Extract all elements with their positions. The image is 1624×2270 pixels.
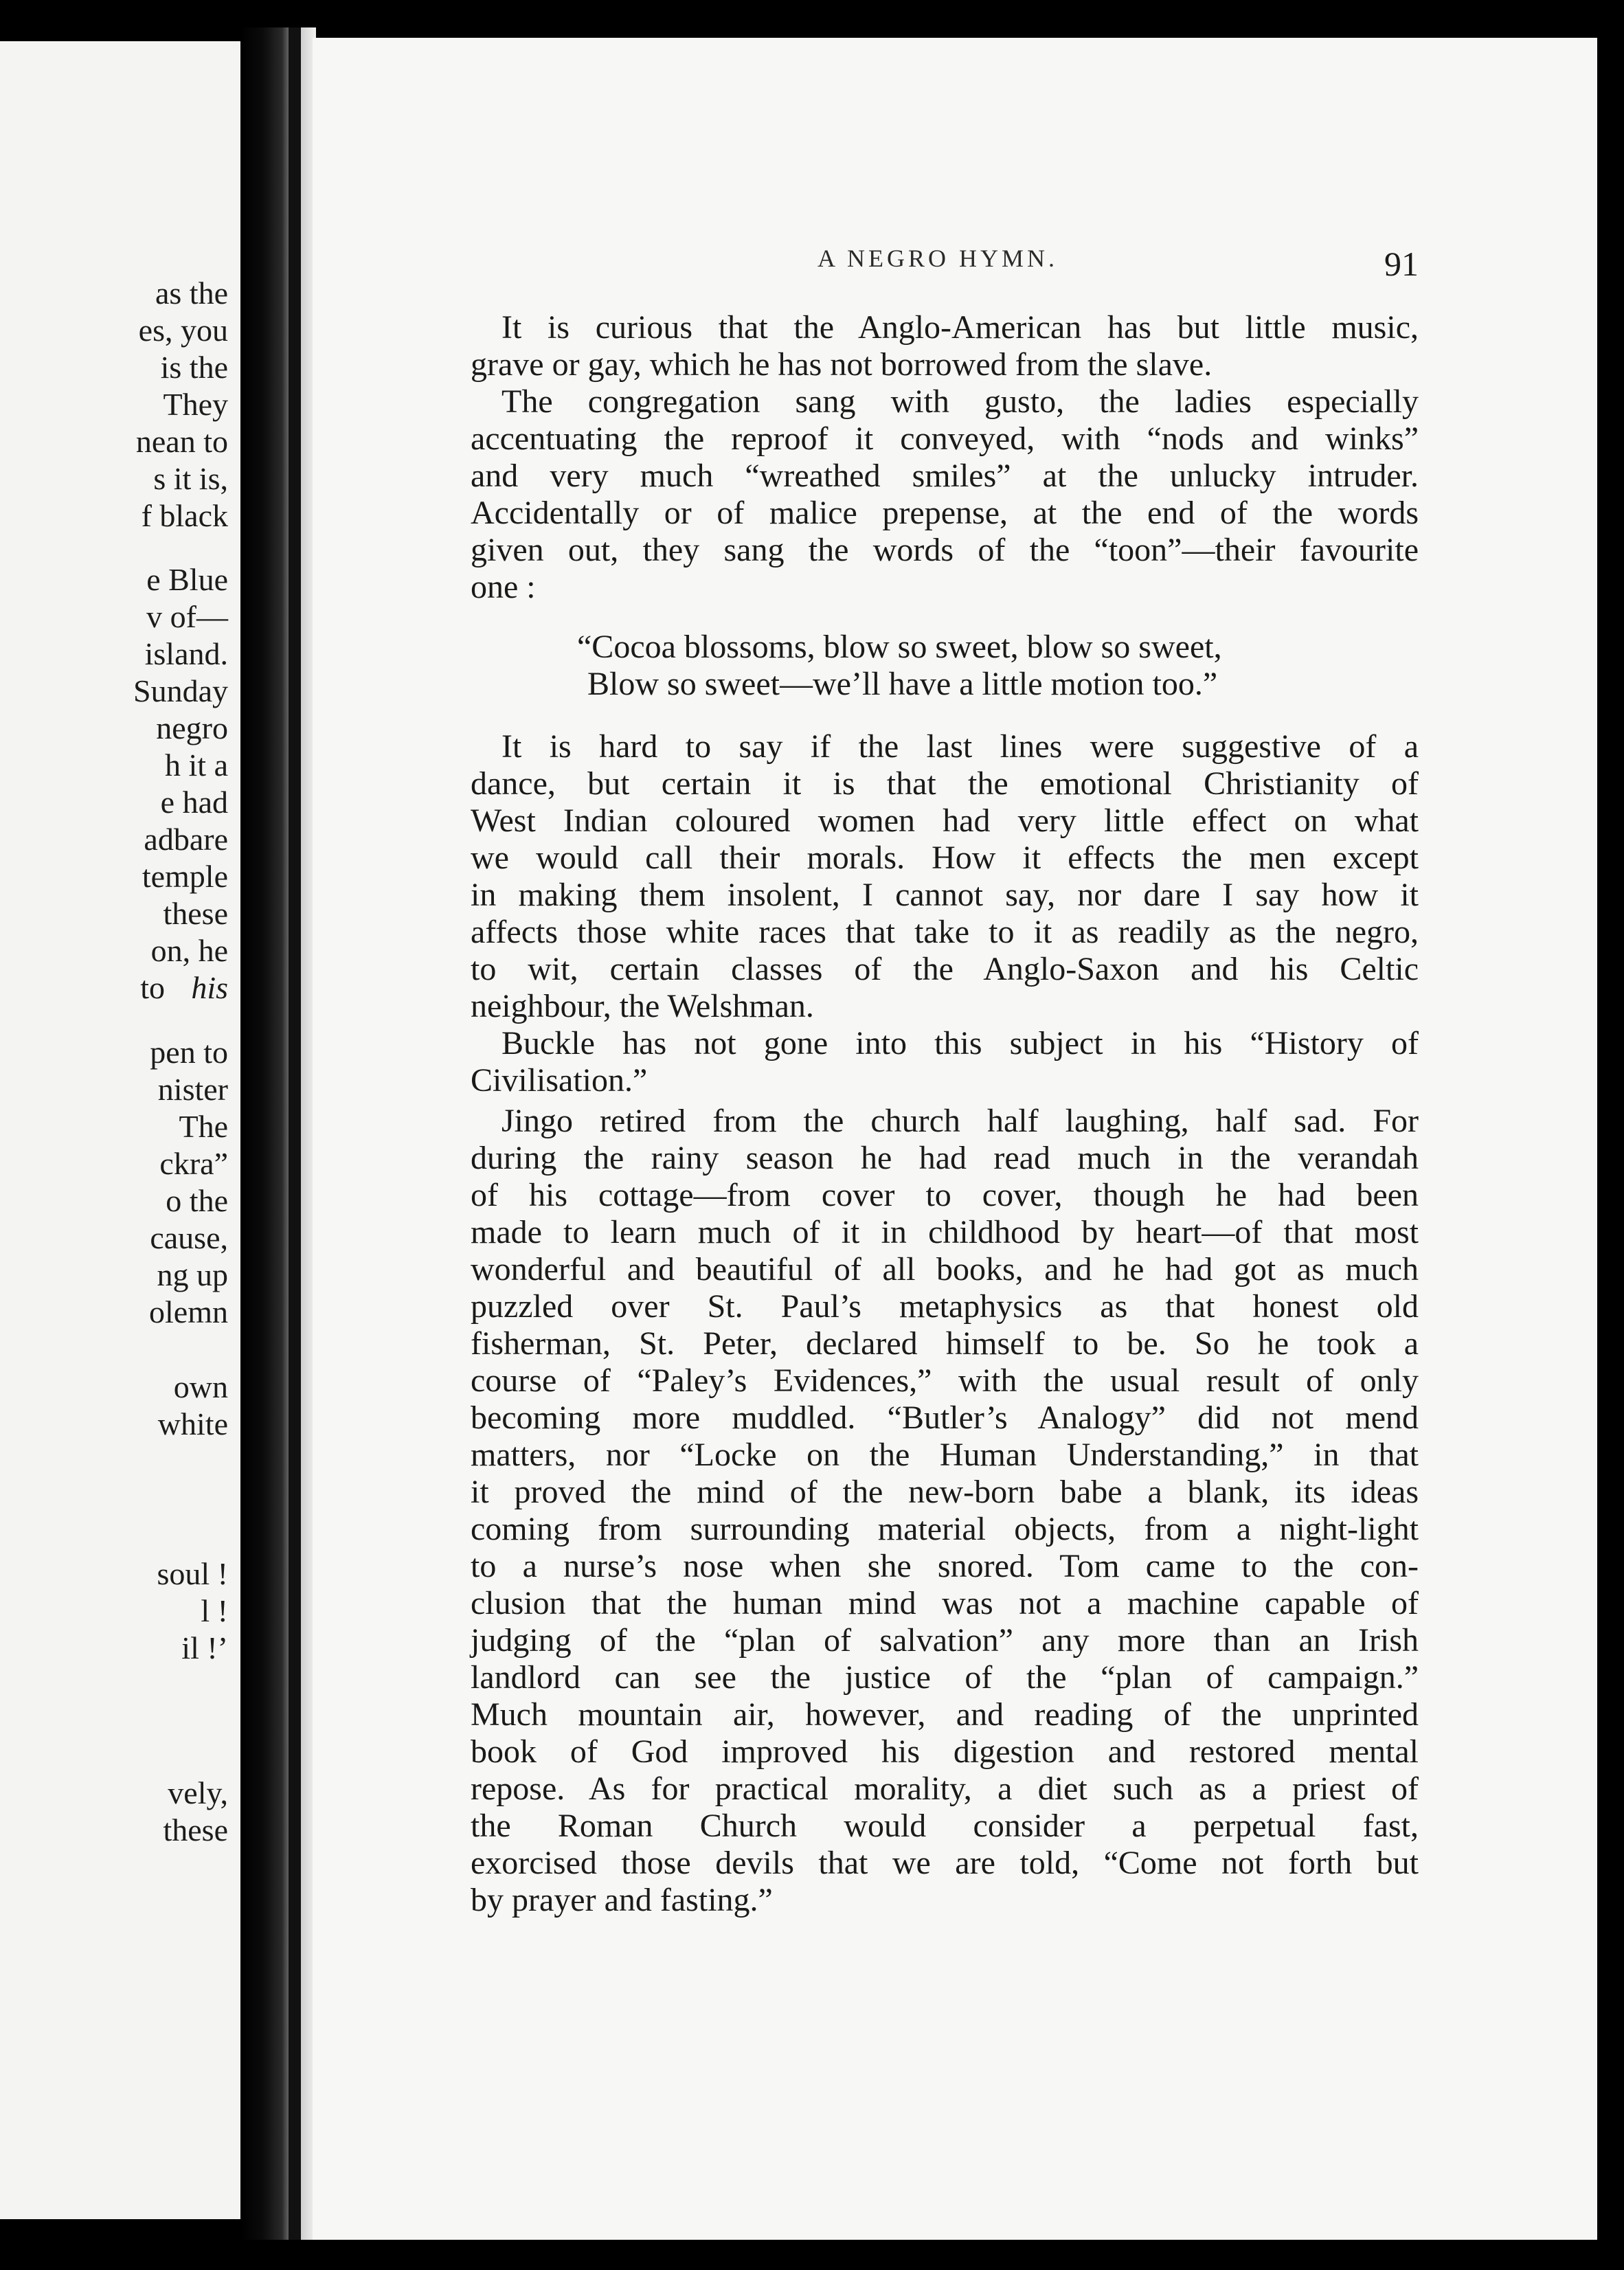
text-line: Civilisation.”: [471, 1062, 648, 1099]
text-line: West Indian coloured women had very little effect on what: [471, 802, 1419, 839]
left-line: es, you: [138, 313, 228, 348]
left-line: soul !: [157, 1556, 228, 1591]
left-line: to: [140, 970, 165, 1005]
left-line: nean to: [135, 424, 228, 459]
text-line: puzzled over St. Paul’s metaphysics as that honest old: [471, 1288, 1419, 1325]
left-line: They: [163, 387, 228, 422]
left-line: vely,: [168, 1775, 228, 1810]
text-line: to wit, certain classes of the Anglo-Saxon and his Celtic: [471, 951, 1419, 987]
text-line: and very much “wreathed smiles” at the unlucky intruder.: [471, 458, 1419, 494]
text-line: accentuating the reproof it conveyed, with “nods and winks”: [471, 420, 1419, 457]
left-line: o the: [166, 1183, 228, 1218]
verse-line: “Cocoa blossoms, blow so sweet, blow so sweet,: [577, 629, 1222, 665]
text-line: Jingo retired from the church half laughing, half sad. For: [501, 1103, 1419, 1139]
left-line: adbare: [144, 822, 228, 857]
left-line: nister: [157, 1072, 228, 1107]
text-line: given out, they sang the words of the “toon”—their favourite: [471, 532, 1419, 568]
text-line: exorcised those devils that we are told, “Come not forth but: [471, 1845, 1419, 1881]
left-line: these: [163, 896, 228, 931]
text-line: course of “Paley’s Evidences,” with the usual result of only: [471, 1362, 1419, 1399]
text-line: neighbour, the Welshman.: [471, 988, 814, 1024]
text-line: Buckle has not gone into this subject in his “History of: [501, 1025, 1419, 1061]
text-line: wonderful and beautiful of all books, and he had got as much: [471, 1251, 1419, 1288]
left-line: these: [163, 1812, 228, 1847]
text-line: grave or gay, which he has not borrowed from the slave.: [471, 346, 1213, 383]
left-line: negro: [156, 710, 228, 745]
left-line: olemn: [149, 1294, 228, 1329]
gutter-shadow: [289, 27, 301, 2240]
text-line: judging of the “plan of salvation” any more than an Irish: [471, 1622, 1419, 1659]
left-page: [0, 41, 240, 2219]
left-line: v of—: [146, 599, 228, 634]
text-line: fisherman, St. Peter, declared himself to be. So he took a: [471, 1325, 1419, 1362]
left-line: island.: [144, 636, 228, 671]
text-line: in making them insolent, I cannot say, nor dare I say how it: [471, 877, 1419, 913]
right-page: [313, 38, 1597, 2240]
left-line: s it is,: [153, 461, 228, 496]
left-line: ckra”: [159, 1146, 228, 1181]
left-line: l !: [201, 1593, 228, 1628]
text-line: affects those white races that take to it as readily as the negro,: [471, 914, 1419, 950]
left-line: pen to: [150, 1035, 228, 1070]
left-line: own: [173, 1369, 228, 1404]
left-line: cause,: [150, 1220, 228, 1255]
book-gutter: [240, 27, 316, 2240]
page-number: 91: [1384, 245, 1419, 283]
running-head: A NEGRO HYMN.: [817, 245, 1059, 272]
verse-line: Blow so sweet—we’ll have a little motion too.”: [587, 666, 1218, 702]
text-line: It is curious that the Anglo-American has but little music,: [501, 309, 1419, 346]
left-line: as the: [155, 276, 228, 311]
text-line: The congregation sang with gusto, the ladies especially: [501, 383, 1419, 420]
text-line: landlord can see the justice of the “plan of campaign.”: [471, 1659, 1419, 1696]
text-line: It is hard to say if the last lines were suggestive of a: [501, 728, 1419, 765]
left-line: Sunday: [133, 673, 228, 708]
text-line: clusion that the human mind was not a machine capable of: [471, 1585, 1419, 1621]
text-line: it proved the mind of the new-born babe a blank, its ideas: [471, 1474, 1419, 1510]
left-line: temple: [142, 859, 228, 894]
text-line: matters, nor “Locke on the Human Understanding,” in that: [471, 1437, 1419, 1473]
text-line: one :: [471, 569, 536, 605]
left-line: e Blue: [146, 562, 228, 597]
text-line: coming from surrounding material objects, from a night-light: [471, 1511, 1419, 1547]
left-line: white: [157, 1406, 228, 1441]
text-line: book of God improved his digestion and restored mental: [471, 1733, 1419, 1770]
text-line: dance, but certain it is that the emotional Christianity of: [471, 765, 1419, 802]
text-line: the Roman Church would consider a perpetual fast,: [471, 1808, 1419, 1844]
text-line: of his cottage—from cover to cover, though he had been: [471, 1177, 1419, 1213]
text-line: Accidentally or of malice prepense, at the end of the words: [471, 495, 1419, 531]
text-line: to a nurse’s nose when she snored. Tom came to the con-: [471, 1548, 1419, 1584]
text-line: repose. As for practical morality, a diet such as a priest of: [471, 1771, 1419, 1807]
left-line: e had: [160, 785, 228, 820]
left-line-italic: his: [191, 970, 228, 1005]
left-line: ng up: [157, 1257, 228, 1292]
text-line: we would call their morals. How it effects the men except: [471, 840, 1419, 876]
text-line: by prayer and fasting.”: [471, 1882, 773, 1918]
left-line: is the: [160, 350, 228, 385]
left-line: f black: [141, 498, 228, 533]
left-line: on, he: [150, 933, 228, 968]
text-line: Much mountain air, however, and reading of the unprinted: [471, 1696, 1419, 1733]
left-line: h it a: [165, 748, 228, 783]
text-line: becoming more muddled. “Butler’s Analogy” did not mend: [471, 1400, 1419, 1436]
text-line: made to learn much of it in childhood by heart—of that most: [471, 1214, 1419, 1250]
left-line: il !’: [181, 1630, 228, 1665]
text-line: during the rainy season he had read much in the verandah: [471, 1140, 1419, 1176]
left-line: The: [179, 1109, 228, 1144]
